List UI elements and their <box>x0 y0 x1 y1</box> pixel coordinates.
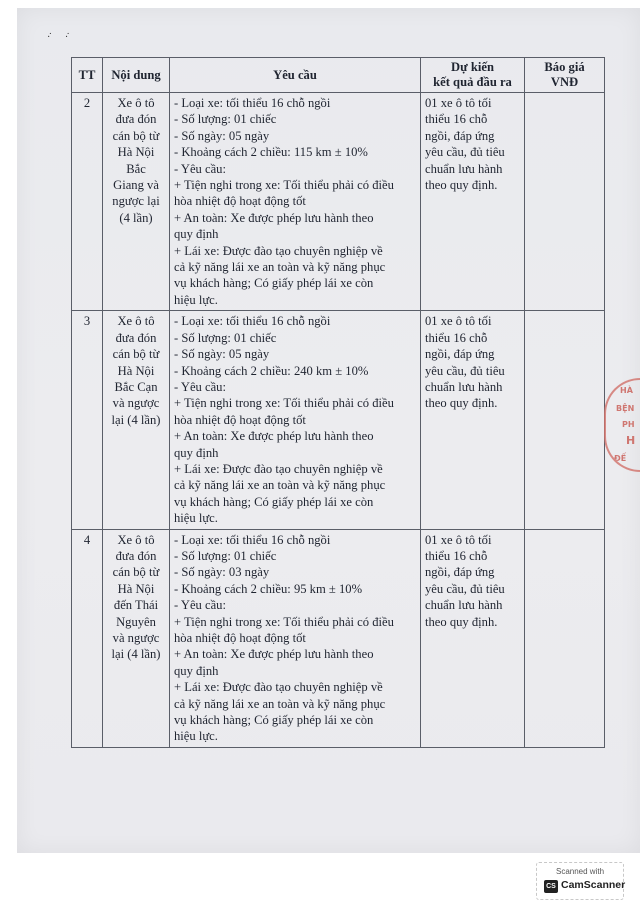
stamp-text-1: HÀ <box>620 386 633 395</box>
noi-dung-line: Xe ô tô <box>117 532 155 547</box>
yeu-cau-line: quy định <box>174 227 219 242</box>
noi-dung-line: Hà Nội <box>117 363 155 378</box>
noi-dung-line: cán bộ từ <box>112 347 160 362</box>
noi-dung-line: ngược lại <box>112 194 160 209</box>
noi-dung-line: đưa đón <box>115 112 157 127</box>
cell-bao-gia <box>525 311 605 529</box>
header-du-kien-line2: kết quả đầu ra <box>433 75 512 89</box>
cell-noi-dung <box>103 93 170 311</box>
yeu-cau-line: hiệu lực. <box>174 292 218 307</box>
yeu-cau-line: - Số lượng: 01 chiếc <box>174 548 277 563</box>
stamp-text-2: BỆN <box>616 404 635 413</box>
ket-qua-line: theo quy định. <box>425 396 498 411</box>
yeu-cau-line: - Loại xe: tối thiểu 16 chỗ ngồi <box>174 96 331 110</box>
row-number: 2 <box>72 93 103 311</box>
ket-qua-line: yêu cầu, đủ tiêu <box>425 363 505 378</box>
table-row <box>72 529 605 747</box>
row-number: 3 <box>72 311 103 529</box>
header-bao-gia-line1: Báo giá <box>544 60 585 74</box>
cell-ket-qua <box>421 311 525 529</box>
camscanner-name: CamScanner <box>561 879 626 891</box>
cell-noi-dung <box>103 311 170 529</box>
yeu-cau-line: - Số ngày: 05 ngày <box>174 128 270 143</box>
ket-qua-line: 01 xe ô tô tối <box>425 532 492 547</box>
noi-dung-line: (4 lần) <box>119 210 153 225</box>
yeu-cau-line: + Tiện nghi trong xe: Tối thiểu phải có điều <box>174 178 394 193</box>
cell-yeu-cau <box>170 311 421 529</box>
noi-dung-line: Giang và <box>113 178 159 193</box>
yeu-cau-line: - Số ngày: 03 ngày <box>174 565 270 580</box>
yeu-cau-line: - Khoảng cách 2 chiều: 240 km ± 10% <box>174 363 369 378</box>
noi-dung-line: đưa đón <box>115 330 157 345</box>
noi-dung-line: lại (4 lần) <box>111 647 161 662</box>
ket-qua-line: theo quy định. <box>425 614 498 629</box>
ket-qua-line: thiểu 16 chỗ <box>425 330 488 345</box>
ket-qua-line: chuẩn lưu hành <box>425 161 503 176</box>
table-row <box>72 311 605 529</box>
stamp-text-4: H <box>626 434 636 447</box>
yeu-cau-line: + An toàn: Xe được phép lưu hành theo <box>174 210 374 225</box>
noi-dung-line: đến Thái <box>113 598 159 613</box>
noi-dung-line: Nguyên <box>116 614 156 629</box>
cell-yeu-cau <box>170 529 421 747</box>
yeu-cau-line: cả kỹ năng lái xe an toàn và kỹ năng phục <box>174 478 386 493</box>
yeu-cau-line: - Số ngày: 05 ngày <box>174 347 270 362</box>
row-number: 4 <box>72 529 103 747</box>
yeu-cau-line: quy định <box>174 663 219 678</box>
noi-dung-line: Hà Nội <box>117 581 155 596</box>
cell-yeu-cau <box>170 93 421 311</box>
cell-bao-gia <box>525 529 605 747</box>
yeu-cau-line: vụ khách hàng; Có giấy phép lái xe còn <box>174 713 374 728</box>
ket-qua-line: thiểu 16 chỗ <box>425 548 488 563</box>
noi-dung-line: cán bộ từ <box>112 565 160 580</box>
noi-dung-line: và ngược <box>112 631 160 645</box>
yeu-cau-line: + An toàn: Xe được phép lưu hành theo <box>174 647 374 662</box>
yeu-cau-line: - Yêu cầu: <box>174 161 226 176</box>
yeu-cau-line: quy định <box>174 445 219 460</box>
header-du-kien <box>421 58 525 93</box>
ket-qua-line: ngồi, đáp ứng <box>425 347 495 362</box>
noi-dung-line: Bắc Cạn <box>114 379 158 394</box>
yeu-cau-line: + Lái xe: Được đào tạo chuyên nghiệp về <box>174 461 383 476</box>
yeu-cau-line: hòa nhiệt độ hoạt động tốt <box>174 194 306 209</box>
ket-qua-line: 01 xe ô tô tối <box>425 314 492 329</box>
noi-dung-line: Xe ô tô <box>117 314 155 329</box>
header-yeu-cau: Yêu cầu <box>170 58 421 93</box>
noi-dung-line: lại (4 lần) <box>111 412 161 427</box>
ket-qua-line: 01 xe ô tô tối <box>425 96 492 110</box>
camscanner-logo-icon: CS <box>544 880 558 893</box>
header-tt: TT <box>72 58 103 93</box>
yeu-cau-line: vụ khách hàng; Có giấy phép lái xe còn <box>174 276 374 291</box>
header-bao-gia-line2: VNĐ <box>550 75 579 89</box>
yeu-cau-line: cả kỹ năng lái xe an toàn và kỹ năng phục <box>174 696 386 711</box>
yeu-cau-line: - Yêu cầu: <box>174 379 226 394</box>
yeu-cau-line: - Loại xe: tối thiểu 16 chỗ ngồi <box>174 314 331 329</box>
requirements-table <box>71 57 605 748</box>
yeu-cau-line: - Số lượng: 01 chiếc <box>174 330 277 345</box>
ket-qua-line: chuẩn lưu hành <box>425 598 503 613</box>
header-bao-gia <box>525 58 605 93</box>
table-header-row <box>72 58 605 93</box>
header-du-kien-line1: Dự kiến <box>451 60 494 74</box>
ket-qua-line: theo quy định. <box>425 178 498 193</box>
yeu-cau-line: cả kỹ năng lái xe an toàn và kỹ năng phục <box>174 260 386 275</box>
ket-qua-line: thiểu 16 chỗ <box>425 112 488 127</box>
ket-qua-line: ngồi, đáp ứng <box>425 565 495 580</box>
yeu-cau-line: + Lái xe: Được đào tạo chuyên nghiệp về <box>174 243 383 258</box>
camscanner-badge <box>536 862 624 900</box>
yeu-cau-line: + Lái xe: Được đào tạo chuyên nghiệp về <box>174 680 383 695</box>
yeu-cau-line: - Số lượng: 01 chiếc <box>174 112 277 127</box>
ket-qua-line: yêu cầu, đủ tiêu <box>425 581 505 596</box>
noi-dung-line: Xe ô tô <box>117 96 155 110</box>
noi-dung-line: và ngược <box>112 396 160 411</box>
cell-ket-qua <box>421 529 525 747</box>
stamp-text-3: PH <box>622 420 635 429</box>
yeu-cau-line: + Tiện nghi trong xe: Tối thiểu phải có điều <box>174 614 394 629</box>
stamp-text-5: ĐẾ <box>614 454 627 463</box>
yeu-cau-line: - Khoảng cách 2 chiều: 95 km ± 10% <box>174 581 363 596</box>
yeu-cau-line: - Khoảng cách 2 chiều: 115 km ± 10% <box>174 145 368 160</box>
ket-qua-line: yêu cầu, đủ tiêu <box>425 145 505 160</box>
yeu-cau-line: - Loại xe: tối thiểu 16 chỗ ngồi <box>174 532 331 547</box>
ket-qua-line: chuẩn lưu hành <box>425 379 503 394</box>
noi-dung-line: Hà Nội <box>117 145 155 160</box>
yeu-cau-line: + Tiện nghi trong xe: Tối thiểu phải có điều <box>174 396 394 411</box>
yeu-cau-line: hiệu lực. <box>174 729 218 744</box>
cell-bao-gia <box>525 93 605 311</box>
yeu-cau-line: hòa nhiệt độ hoạt động tốt <box>174 412 306 427</box>
cell-ket-qua <box>421 93 525 311</box>
scan-specks: ·̇ ·̇ <box>47 32 75 43</box>
ket-qua-line: ngồi, đáp ứng <box>425 128 495 143</box>
noi-dung-line: Bắc <box>126 161 146 176</box>
yeu-cau-line: vụ khách hàng; Có giấy phép lái xe còn <box>174 494 374 509</box>
header-noi-dung: Nội dung <box>103 58 170 93</box>
yeu-cau-line: - Yêu cầu: <box>174 598 226 613</box>
scanned-with-label: Scanned with <box>555 867 605 876</box>
table-row <box>72 93 605 311</box>
yeu-cau-line: hiệu lực. <box>174 511 218 526</box>
cell-noi-dung <box>103 529 170 747</box>
yeu-cau-line: + An toàn: Xe được phép lưu hành theo <box>174 429 374 444</box>
noi-dung-line: đưa đón <box>115 548 157 563</box>
noi-dung-line: cán bộ từ <box>112 128 160 143</box>
yeu-cau-line: hòa nhiệt độ hoạt động tốt <box>174 631 306 645</box>
